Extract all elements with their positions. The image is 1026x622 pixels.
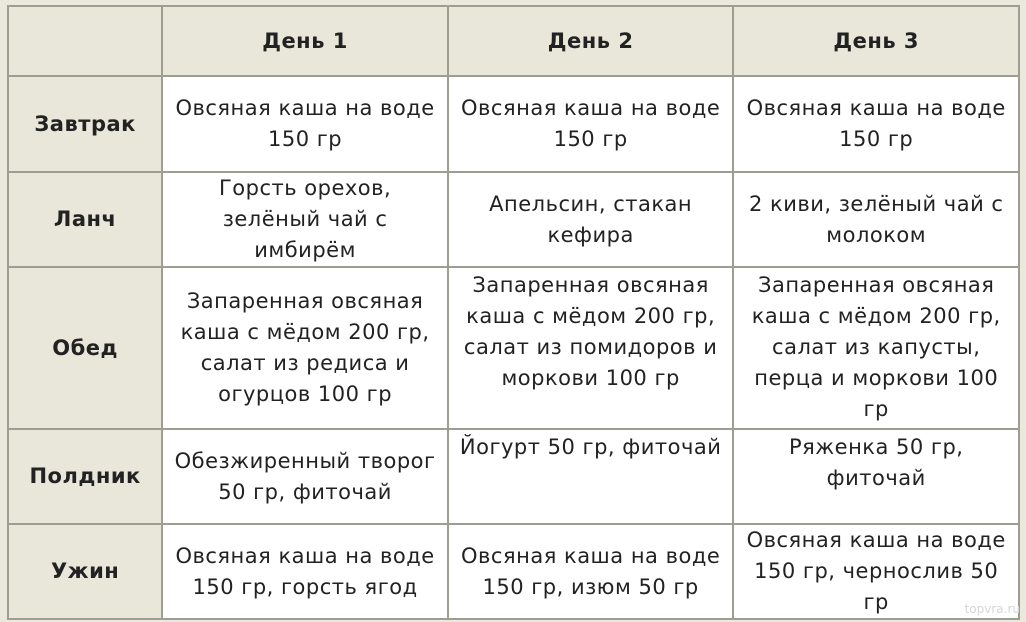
breakfast-day-2: Овсяная каша на воде 150 гр — [448, 76, 734, 172]
meal-dinner: Обед — [8, 267, 162, 429]
day-2-header: День 2 — [448, 6, 734, 76]
snack-day-1: Обезжиренный творог 50 гр, фиточай — [162, 429, 448, 524]
snack-day-2: Йогурт 50 гр, фиточай — [448, 429, 734, 524]
meal-supper: Ужин — [8, 524, 162, 619]
supper-day-2: Овсяная каша на воде 150 гр, изюм 50 гр — [448, 524, 734, 619]
meal-snack: Полдник — [8, 429, 162, 524]
corner-cell — [8, 6, 162, 76]
breakfast-day-3: Овсяная каша на воде 150 гр — [733, 76, 1019, 172]
table-row — [8, 429, 1019, 524]
header-row — [8, 6, 1019, 76]
snack-day-3: Ряженка 50 гр, фиточай — [733, 429, 1019, 524]
supper-day-1: Овсяная каша на воде 150 гр, горсть ягод — [162, 524, 448, 619]
dinner-day-1: Запаренная овсяная каша с мёдом 200 гр, салат из редиса и огурцов 100 гр — [162, 267, 448, 429]
breakfast-day-1: Овсяная каша на воде 150 гр — [162, 76, 448, 172]
meal-breakfast: Завтрак — [8, 76, 162, 172]
lunch-day-2: Апельсин, стакан кефира — [448, 172, 734, 267]
table-row — [8, 76, 1019, 172]
meal-lunch: Ланч — [8, 172, 162, 267]
dinner-day-2: Запаренная овсяная каша с мёдом 200 гр, салат из помидоров и моркови 100 гр — [448, 267, 734, 429]
table-row — [8, 524, 1019, 619]
diet-table — [7, 5, 1020, 620]
table-row — [8, 267, 1019, 429]
dinner-day-3: Запаренная овсяная каша с мёдом 200 гр, салат из капусты, перца и моркови 100 гр — [733, 267, 1019, 429]
watermark: topvra.ru — [964, 602, 1020, 616]
day-1-header: День 1 — [162, 6, 448, 76]
supper-day-3: Овсяная каша на воде 150 гр, чернослив 50 гр — [733, 524, 1019, 619]
lunch-day-1: Горсть орехов, зелёный чай с имбирём — [162, 172, 448, 267]
lunch-day-3: 2 киви, зелёный чай с молоком — [733, 172, 1019, 267]
day-3-header: День 3 — [733, 6, 1019, 76]
table-row — [8, 172, 1019, 267]
